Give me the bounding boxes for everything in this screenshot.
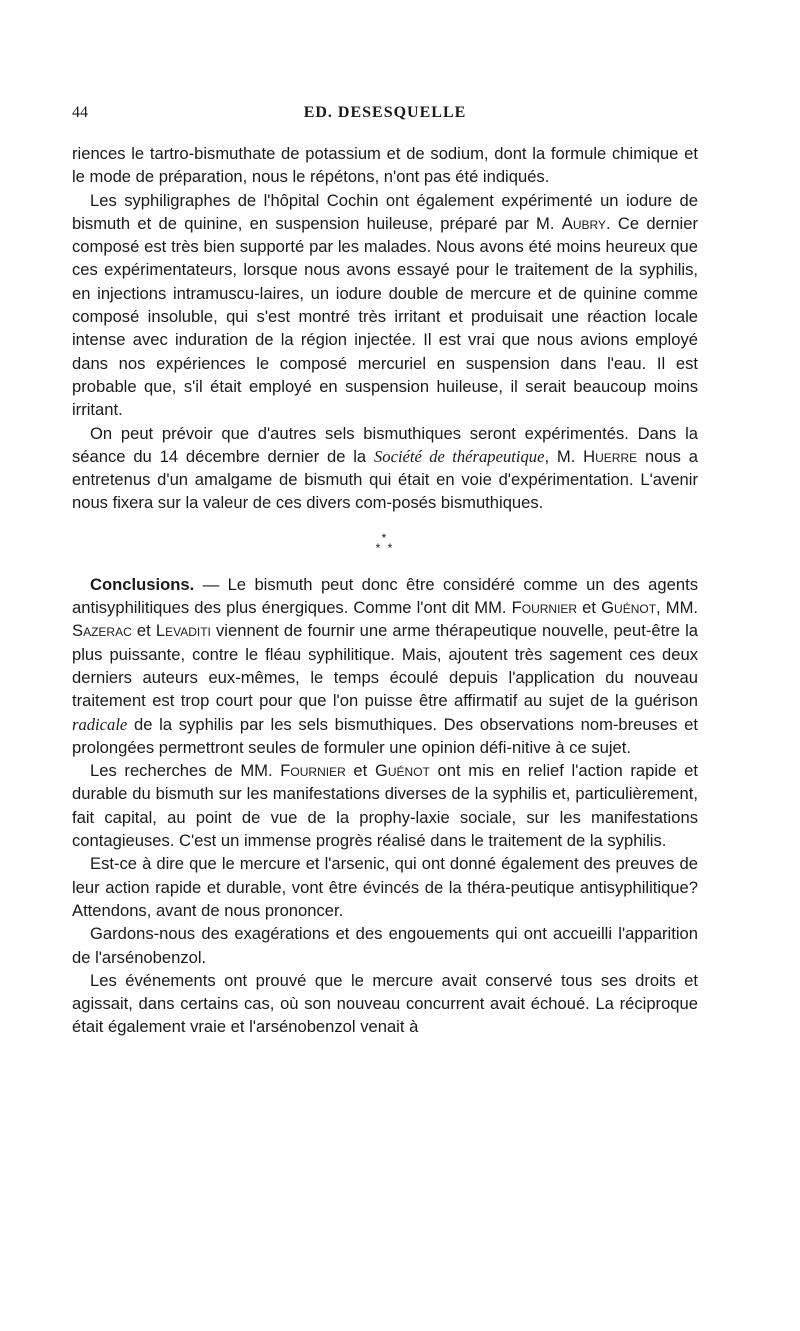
paragraph-3: On peut prévoir que d'autres sels bismuthiques seront expérimentés. Dans la séance du 14 décembre dernier de la Société de thérapeutique, M. Huerre nous a entretenus d'un amalgame de bismuth qui était en voie d'expérimentation. L'avenir nous fixera sur la valeur de ces divers com-posés bismuthiques.: [72, 423, 698, 513]
body-text: [72, 142, 698, 1039]
paragraph-8: Les événements ont prouvé que le mercure avait conservé tous ses droits et agissait, dans certains cas, où son nouveau concurrent avait échoué. La réciproque était également vraie et l'arsénobenzol venait à: [72, 970, 698, 1037]
running-title: ED. DESESQUELLE: [303, 104, 467, 121]
author-name: Huerre: [583, 446, 638, 466]
paragraph-6: Est-ce à dire que le mercure et l'arsenic, qui ont donné également des preuves de leur action rapide et durable, vont être évincés de la théra-peutique antisyphilitique? Attendons, avant de nous prononcer.: [72, 854, 698, 920]
paragraph-conclusions: Conclusions. — Le bismuth peut donc être considéré comme un des agents antisyphilitiques des plus énergiques. Comme l'ont dit MM. Fournier et Guénot, MM. Sazerac et Levaditi viennent de fournir une arme thérapeutique nouvelle, peut-être la plus puissante, contre le fléau syphilitique. Mais, ajoutent très sagement ces deux derniers auteurs eux-mêmes, le temps écoulé depuis l'application du nouveau traitement est trop court pour que l'on puisse être affirmatif au sujet de la guérison radicale de la syphilis par les sels bismuthiques. Des observations nom-breuses et prolongées permettront seules de formuler une opinion défi-nitive à ce sujet.: [72, 574, 699, 757]
paragraph-2: Les syphiligraphes de l'hôpital Cochin ont également expérimenté un iodure de bismuth et de quinine, en suspension huileuse, préparé par M. Aubry. Ce dernier composé est très bien supporté par les malades. Nous avons été moins heureux que ces expérimentateurs, lorsque nous avons essayé pour le traitement de la syphilis, en injections intramuscu-laires, un iodure double de mercure et de quinine comme composé insoluble, qui s'est montré très irritant et produisait une réaction locale intense avec induration de la région injectée. Il est vrai que nous avions employé dans nos expériences le composé mercuriel en suspension dans l'eau. Il est probable que, s'il était employé en suspension huileuse, il serait beaucoup moins irritant.: [72, 190, 698, 420]
page-number: 44: [72, 104, 88, 121]
paragraph-7: Gardons-nous des exagérations et des engouements qui ont accueilli l'apparition de l'arsénobenzol.: [72, 924, 698, 967]
journal-title: Société de thérapeutique: [373, 446, 545, 466]
book-page: [72, 104, 698, 1039]
section-heading: Conclusions.: [90, 574, 195, 594]
paragraph-1: riences le tartro-bismuthate de potassium et de sodium, dont la formule chimique et le mode de préparation, nous le répétons, n'ont pas été indiqués.: [72, 144, 698, 187]
asterism-divider: * * *: [375, 530, 395, 555]
page-header: [72, 104, 698, 130]
paragraph-5: Les recherches de MM. Fournier et Guénot ont mis en relief l'action rapide et durable du bismuth sur les manifestations diverses de la syphilis et, particulièrement, fait capital, au point de vue de la prophy-laxie sociale, sur les manifestations contagieuses. C'est un immense progrès réalisé dans le traitement de la syphilis.: [72, 761, 699, 851]
author-name: Aubry: [561, 213, 606, 233]
